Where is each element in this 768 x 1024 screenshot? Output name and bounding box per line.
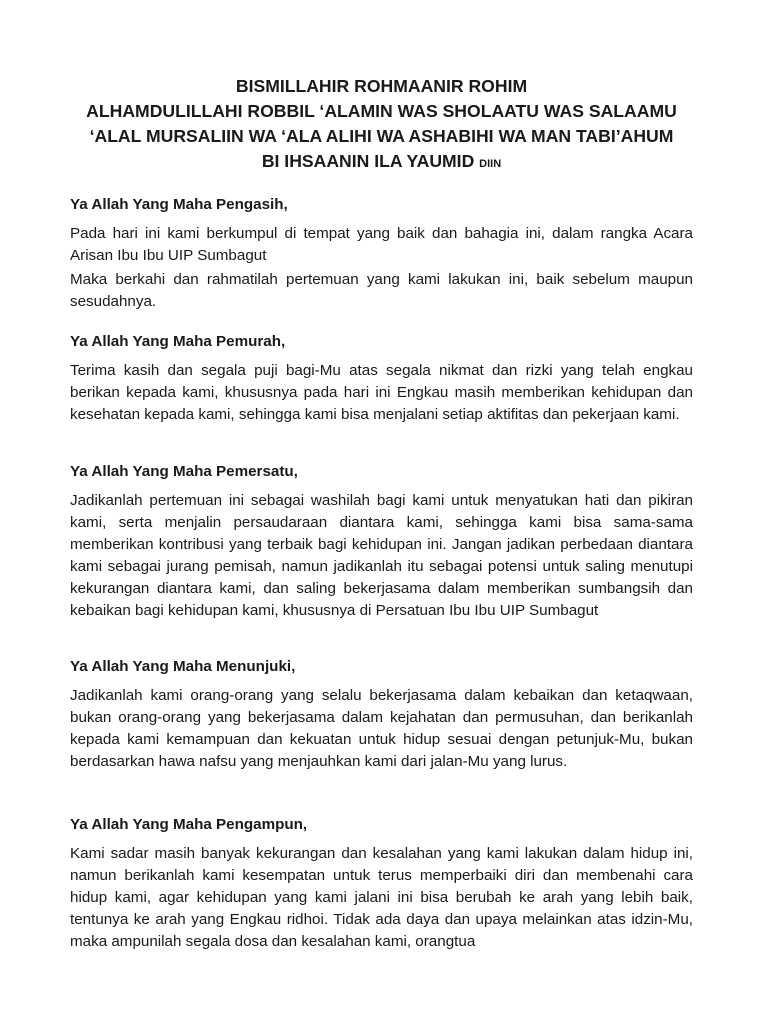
section-paragraph: Pada hari ini kami berkumpul di tempat yang baik dan bahagia ini, dalam rangka Acara Arisan Ibu Ibu UIP Sumbagut — [70, 225, 693, 264]
section-paragraph: Terima kasih dan segala puji bagi-Mu atas segala nikmat dan rizki yang telah engkau berikan kepada kami, khususnya pada hari ini Engkau masih memberikan kehidupan dan kesehatan kepada kami, sehingga kami bisa menjalani setiap aktifitas dan pekerjaan kami. — [70, 362, 693, 423]
header-line-1: BISMILLAHIR ROHMAANIR ROHIM — [235, 76, 528, 96]
section-paragraph: Jadikanlah kami orang-orang yang selalu bekerjasama dalam kebaikan dan ketaqwaan, bukan orang-orang yang bekerjasama dalam kejahatan dan permusuhan, dan berikanlah kepada kami kemampuan dan kekuatan untuk hidup sesuai dengan petunjuk-Mu, bukan berdasarkan hawa nafsu yang menjauhkan kami dari jalan-Mu yang lurus. — [70, 687, 693, 770]
section-paragraph: Jadikanlah pertemuan ini sebagai washilah bagi kami untuk menyatukan hati dan pikiran kami, serta menjalin persaudaraan diantara kami, sehingga kami bisa sama-sama memberikan kontribusi yang terbaik bagi kehidupan ini. Jangan jadikan perbedaan diantara kami sebagai jurang pemisah, namun jadikanlah itu sebagai potensi untuk saling menutupi kekurangan diantara kami, dan saling bekerjasama dalam memberikan sumbangsih dan kebaikan bagi kehidupan kami, khususnya di Persatuan Ibu Ibu UIP Sumbagut — [70, 492, 693, 619]
header-line-4-main: BI IHSAANIN ILA YAUMID — [261, 151, 475, 171]
section-pengampun — [70, 814, 693, 953]
section-heading: Ya Allah Yang Maha Pemurah, — [70, 333, 286, 350]
header-line-3: ‘ALAL MURSALIIN WA ‘ALA ALIHI WA ASHABIHI WA MAN TABI’AHUM — [89, 126, 674, 146]
opening-header — [70, 74, 693, 177]
section-pengasih — [70, 194, 693, 313]
header-line-2: ALHAMDULILLAHI ROBBIL ‘ALAMIN WAS SHOLAATU WAS SALAAMU — [86, 101, 677, 121]
section-pemersatu — [70, 461, 693, 622]
section-menunjuki — [70, 656, 693, 773]
section-pemurah — [70, 331, 693, 426]
header-line-4-small: DIIN — [479, 158, 502, 170]
section-paragraph: Maka berkahi dan rahmatilah pertemuan yang kami lakukan ini, baik sebelum maupun sesudahnya. — [70, 271, 693, 310]
section-heading: Ya Allah Yang Maha Pemersatu, — [70, 463, 298, 480]
section-heading: Ya Allah Yang Maha Menunjuki, — [70, 658, 296, 675]
section-paragraph: Kami sadar masih banyak kekurangan dan kesalahan yang kami lakukan dalam hidup ini, namun berikanlah kami kesempatan untuk terus memperbaiki diri dan membenahi cara hidup kami, agar kehidupan yang kami jalani ini bisa berubah ke arah yang lebih baik, tentunya ke arah yang Engkau ridhoi. Tidak ada daya dan upaya melainkan atas idzin-Mu, maka ampunilah segala dosa dan kesalahan kami, orangtua — [70, 845, 693, 950]
section-heading: Ya Allah Yang Maha Pengasih, — [70, 196, 288, 213]
section-heading: Ya Allah Yang Maha Pengampun, — [70, 816, 308, 833]
header-line-4 — [70, 149, 693, 177]
